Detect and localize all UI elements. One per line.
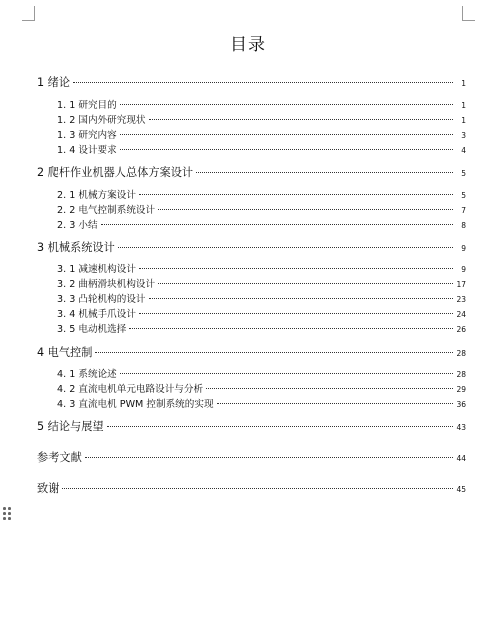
toc-dot-leader — [95, 352, 453, 353]
drag-dot — [3, 512, 6, 515]
toc-page-number: 45 — [456, 485, 466, 494]
toc-entry-label: 2. 1 机械方案设计 — [57, 190, 136, 201]
toc-page-number: 17 — [456, 280, 466, 289]
toc-entry-label: 4 电气控制 — [37, 346, 93, 359]
toc-entry-level2[interactable] — [57, 366, 466, 380]
toc-entry-level2[interactable] — [57, 112, 466, 126]
toc-dot-leader — [196, 172, 453, 173]
toc-dot-leader — [120, 149, 453, 150]
toc-entry-level2[interactable] — [57, 396, 466, 410]
toc-dot-leader — [120, 104, 453, 105]
toc-page-number: 9 — [461, 244, 466, 253]
toc-page-number: 4 — [461, 146, 466, 155]
toc-page-number: 28 — [456, 370, 466, 379]
toc-page-number: 3 — [461, 131, 466, 140]
toc-dot-leader — [139, 313, 453, 314]
toc-entry-level1[interactable] — [37, 164, 466, 180]
toc-entry-label: 1. 1 研究目的 — [57, 100, 117, 111]
toc-page-number: 44 — [456, 454, 466, 463]
toc-dot-leader — [118, 247, 453, 248]
toc-page-number: 1 — [461, 101, 466, 110]
toc-dot-leader — [62, 488, 453, 489]
toc-entry-label: 参考文献 — [37, 451, 82, 464]
toc-dot-leader — [120, 134, 453, 135]
toc-entry-level1[interactable] — [37, 239, 466, 255]
toc-title: 目录 — [230, 35, 266, 55]
toc-entry-level1[interactable] — [37, 418, 466, 434]
drag-dot — [8, 517, 11, 520]
toc-entry-label: 3. 1 减速机构设计 — [57, 264, 136, 275]
toc-entry-label: 2 爬杆作业机器人总体方案设计 — [37, 166, 194, 179]
toc-page-number: 9 — [461, 265, 466, 274]
toc-entry-label: 2. 3 小结 — [57, 220, 98, 231]
toc-entry-label: 1 绪论 — [37, 76, 71, 89]
toc-dot-leader — [107, 426, 453, 427]
toc-entry-label: 3. 3 凸轮机构的设计 — [57, 294, 146, 305]
toc-dot-leader — [73, 82, 453, 83]
drag-dot — [3, 507, 6, 510]
crop-mark-top-left — [22, 6, 35, 21]
toc-entry-level2[interactable] — [57, 291, 466, 305]
toc-entry-level1[interactable] — [37, 344, 466, 360]
toc-entry-level2[interactable] — [57, 142, 466, 156]
toc-entry-level2[interactable] — [57, 97, 466, 111]
toc-page-number: 7 — [461, 206, 466, 215]
toc-dot-leader — [217, 403, 453, 404]
toc-dot-leader — [101, 224, 453, 225]
toc-entry-label: 1. 4 设计要求 — [57, 145, 117, 156]
toc-entry-level2[interactable] — [57, 202, 466, 216]
drag-dot — [8, 512, 11, 515]
drag-handle-icon[interactable] — [3, 507, 12, 521]
toc-entry-level2[interactable] — [57, 187, 466, 201]
toc-entry-label: 1. 2 国内外研究现状 — [57, 115, 146, 126]
toc-dot-leader — [206, 388, 453, 389]
toc-entry-label: 致谢 — [37, 482, 60, 495]
toc-entry-label: 3 机械系统设计 — [37, 241, 115, 254]
toc-page-number: 8 — [461, 221, 466, 230]
toc-dot-leader — [149, 298, 453, 299]
toc-entry-level2[interactable] — [57, 276, 466, 290]
toc-page-number: 24 — [456, 310, 466, 319]
toc-entry-label: 4. 1 系统论述 — [57, 369, 117, 380]
toc-dot-leader — [139, 268, 453, 269]
toc-entry-level1[interactable] — [37, 74, 466, 90]
toc-page-number: 5 — [461, 169, 466, 178]
toc-entry-level2[interactable] — [57, 127, 466, 141]
toc-dot-leader — [129, 328, 453, 329]
drag-dot — [8, 507, 11, 510]
toc-entry-label: 1. 3 研究内容 — [57, 130, 117, 141]
toc-page-number: 28 — [456, 349, 466, 358]
toc-entry-level2[interactable] — [57, 217, 466, 231]
toc-entry-level2[interactable] — [57, 321, 466, 335]
toc-entry-level1[interactable] — [37, 449, 466, 465]
toc-entry-label: 4. 3 直流电机 PWM 控制系统的实现 — [57, 399, 214, 410]
toc-entry-level2[interactable] — [57, 261, 466, 275]
toc-entry-label: 3. 4 机械手爪设计 — [57, 309, 136, 320]
toc-dot-leader — [139, 194, 453, 195]
toc-entry-label: 3. 5 电动机选择 — [57, 324, 127, 335]
toc-entry-label: 4. 2 直流电机单元电路设计与分析 — [57, 384, 204, 395]
toc-page-number: 1 — [461, 116, 466, 125]
toc-dot-leader — [149, 119, 453, 120]
toc-page-number: 1 — [461, 79, 466, 88]
toc-entry-level2[interactable] — [57, 306, 466, 320]
toc-dot-leader — [120, 373, 453, 374]
toc-entry-label: 5 结论与展望 — [37, 420, 104, 433]
toc-entry-label: 2. 2 电气控制系统设计 — [57, 205, 156, 216]
crop-mark-top-right — [462, 6, 475, 21]
toc-page-number: 36 — [456, 400, 466, 409]
toc-page-number: 5 — [461, 191, 466, 200]
toc-page-number: 23 — [456, 295, 466, 304]
toc-entry-level1[interactable] — [37, 480, 466, 496]
toc-dot-leader — [158, 283, 453, 284]
toc-dot-leader — [158, 209, 453, 210]
toc-entry-level2[interactable] — [57, 381, 466, 395]
toc-page-number: 43 — [456, 423, 466, 432]
toc-page-number: 29 — [456, 385, 466, 394]
toc-page-number: 26 — [456, 325, 466, 334]
drag-dot — [3, 517, 6, 520]
toc-dot-leader — [85, 457, 453, 458]
toc-entry-label: 3. 2 曲柄滑块机构设计 — [57, 279, 156, 290]
